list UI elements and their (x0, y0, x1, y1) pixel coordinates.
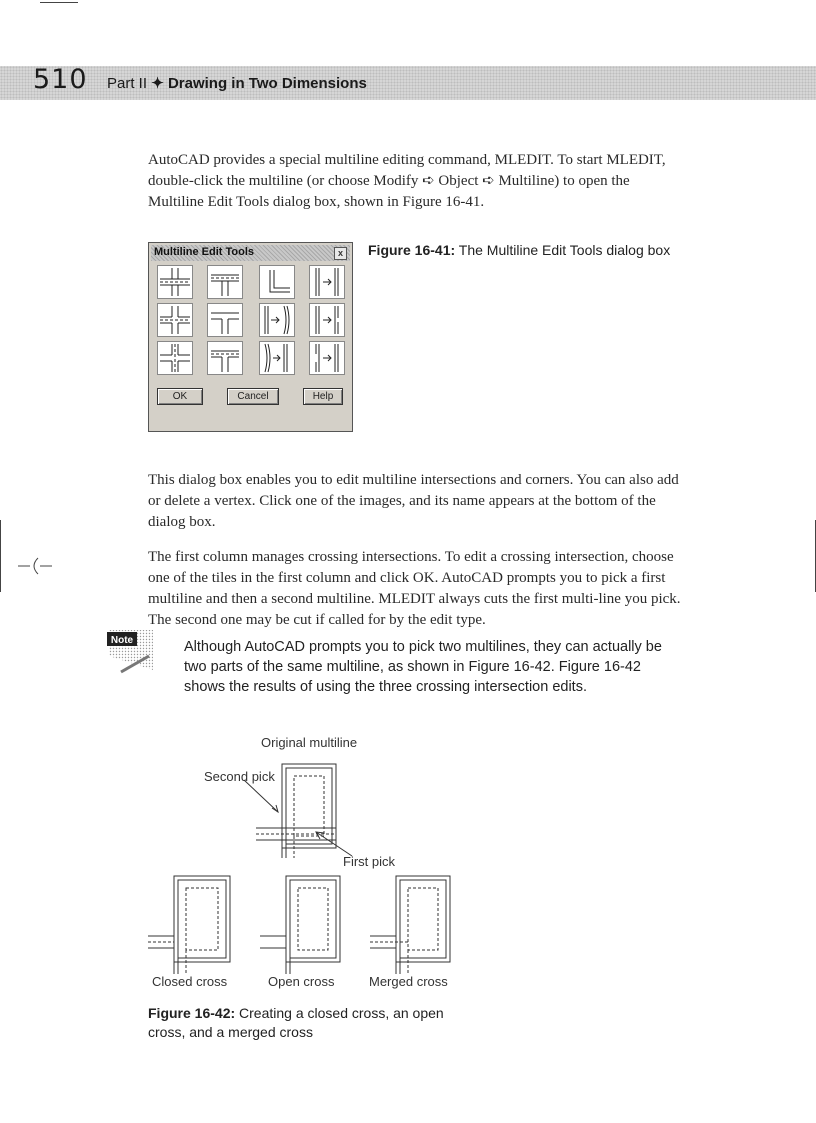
tool-cut-single[interactable] (259, 303, 295, 337)
crop-mark-icon (18, 552, 52, 580)
dialog-title: Multiline Edit Tools (154, 246, 255, 258)
figure-41-text: The Multiline Edit Tools dialog box (458, 242, 671, 258)
note-text: Although AutoCAD prompts you to pick two multilines, they can actually be two parts of the same multiline, as shown in Figure 16-42. Figure 16-42 shows the results of using the three crossing intersection edits. (184, 639, 662, 695)
tool-cut-all[interactable] (259, 341, 295, 375)
running-header-title (107, 74, 367, 92)
header-separator: ✦ (151, 75, 164, 92)
open-cross-label: Open cross (268, 974, 335, 989)
tool-corner-joint[interactable] (259, 265, 295, 299)
tool-open-tee[interactable] (207, 303, 243, 337)
figure-41-caption (368, 241, 688, 260)
tool-weld-all[interactable] (309, 341, 345, 375)
second-pick-label: Second pick (204, 769, 275, 784)
note-icon-label: Note (110, 635, 134, 646)
multiline-edit-tools-dialog (148, 242, 353, 432)
top-rule (40, 2, 78, 3)
first-column-paragraph: The first column manages crossing intersections. To edit a crossing intersection, choose one of the tiles in the first column and click OK. AutoCAD prompts you to pick a first multiline and then a second multiline. MLEDIT always cuts the first multi-line you pick. The second one may be cut if called for by the edit type. (148, 549, 681, 628)
tool-merged-cross[interactable] (157, 341, 193, 375)
dialog-title-bar (151, 245, 350, 261)
cancel-button[interactable]: Cancel (227, 388, 279, 405)
original-multiline-label: Original multiline (261, 735, 358, 750)
figure-42-text: Creating a closed cross, an open cross, and a merged cross (148, 1005, 444, 1040)
left-margin-rule (0, 520, 1, 592)
tool-closed-tee[interactable] (207, 265, 243, 299)
close-icon[interactable]: x (334, 247, 347, 260)
figure-42-caption (148, 1004, 458, 1042)
note-icon (103, 626, 159, 676)
tool-merged-tee[interactable] (207, 341, 243, 375)
ok-button[interactable]: OK (157, 388, 203, 405)
figure-42-diagram (140, 728, 460, 998)
intro-paragraph: AutoCAD provides a special multiline editing command, MLEDIT. To start MLEDIT, double-click the multiline (or choose Modify ➪ Object ➪ Multiline) to open the Multiline Edit Tools dialog box, shown in Figure 16-41. (148, 152, 666, 210)
tool-delete-vertex[interactable] (309, 303, 345, 337)
first-pick-label: First pick (343, 854, 395, 869)
chapter-title: Drawing in Two Dimensions (167, 75, 367, 92)
tool-add-vertex[interactable] (309, 265, 345, 299)
dialog-description-paragraph: This dialog box enables you to edit multiline intersections and corners. You can also add or delete a vertex. Click one of the images, and its name appears at the bottom of the dialog box. (148, 472, 679, 530)
tool-open-cross[interactable] (157, 303, 193, 337)
tool-closed-cross[interactable] (157, 265, 193, 299)
page-number: 510 (33, 64, 88, 95)
merged-cross-label: Merged cross (369, 974, 448, 989)
help-button[interactable]: Help (303, 388, 343, 405)
figure-41-label: Figure 16-41: (368, 242, 456, 258)
figure-42-label: Figure 16-42: (148, 1005, 236, 1021)
part-label: Part II (107, 75, 148, 92)
closed-cross-label: Closed cross (152, 974, 228, 989)
